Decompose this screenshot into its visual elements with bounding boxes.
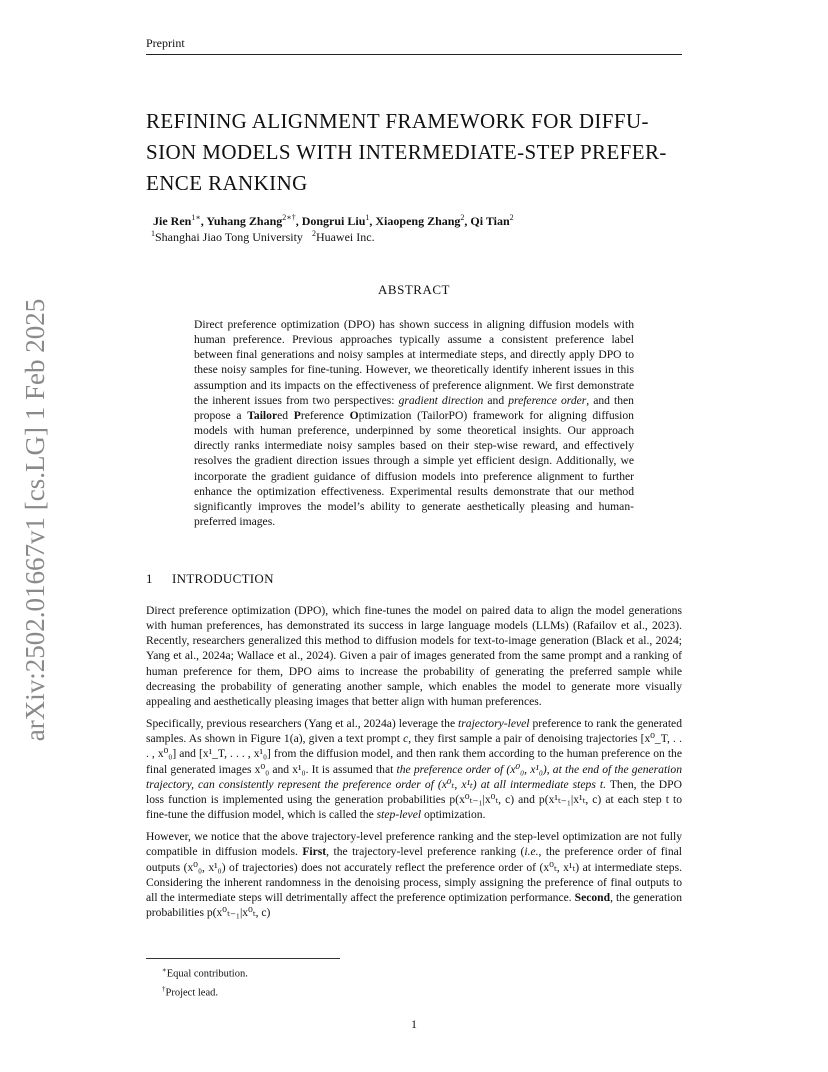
paragraph-emphasis: the preference order of (x⁰₀, x¹₀), at the end of the generation trajectory, can consistently represent the preference order of (x⁰ₜ, x¹ₜ) at all intermediate steps t.	[146, 762, 683, 791]
abstract-text: reference	[300, 408, 344, 422]
affiliations	[151, 226, 671, 245]
abstract-bold: O	[349, 408, 359, 422]
paragraph-text: , the trajectory-level preference ranking (	[326, 845, 525, 859]
title-line: SION MODELS WITH INTERMEDIATE-STEP PREFER-	[146, 140, 667, 164]
abstract-emphasis: gradient direction	[398, 393, 484, 407]
author-name: Yuhang Zhang	[206, 214, 283, 228]
title-line: ENCE RANKING	[146, 171, 308, 195]
footnotes	[146, 958, 682, 1000]
paragraph-bold: Second	[574, 890, 611, 904]
author-name: Xiaopeng Zhang	[375, 214, 461, 228]
section-heading	[146, 571, 682, 587]
abstract-bold: Tailor	[247, 408, 278, 422]
paragraph-text: , they first sample a pair of denoising trajectories [x⁰_T, . . . , x⁰₀] and [x¹_T, . . . , x¹₀] from the diffusion model, and then rank them according to the human preference on the final generated images x⁰₀ and x¹₀. It is assumed that	[146, 732, 682, 776]
paragraph	[146, 829, 682, 920]
affiliation-mark: 2	[311, 229, 316, 238]
section-title: INTRODUCTION	[172, 571, 274, 586]
footnote-rule	[146, 958, 340, 959]
paragraph-text: , the preference order of final outputs (x⁰₀, x¹₀) of trajectories) does not accurately reflect the preference order of (x⁰ₜ, x¹ₜ) at intermediate steps. Considering the inherent randomness in the denoising process, simply assigning the preference of final outputs to all the intermediate steps will detrimentally affect the preference optimization performance.	[146, 845, 683, 904]
abstract-text: , and then propose a	[194, 393, 634, 422]
affiliation-name: Shanghai Jiao Tong University	[155, 230, 303, 244]
paragraph-text: However, we notice that the above trajectory-level preference ranking and the step-level optimization are not fully compatible in diffusion models.	[146, 830, 682, 859]
paragraph	[146, 716, 682, 822]
abstract-bold: P	[293, 408, 301, 422]
affiliation-name: Huawei Inc.	[315, 230, 375, 244]
author-mark: 2	[460, 213, 465, 222]
author-name: Jie Ren	[153, 214, 192, 228]
footnote-text: Project lead.	[165, 987, 218, 998]
paragraph: Direct preference optimization (DPO), which fine-tunes the model on paired data to align the model generations with human preferences, has demonstrated its success in large language models (LLMs) (Rafailov et al., 2023). Recently, researchers generalized this method to diffusion models for text-to-image generation (Black et al., 2024; Yang et al., 2024a; Wallace et al., 2024). Given a pair of images generated from the same prompt and a ranking of human preference for them, DPO aims to increase the probability of generating the preferred sample while decreasing the probability of generating another sample, which enables the model to generate more visually appealing and aesthetically pleasing images that better align with human preferences.	[146, 604, 682, 708]
title-line: REFINING ALIGNMENT FRAMEWORK FOR DIFFU-	[146, 109, 649, 133]
author-mark: 1	[365, 213, 370, 222]
section-number: 1	[146, 571, 153, 586]
abstract-heading: ABSTRACT	[378, 282, 450, 297]
math-variable: c	[403, 732, 409, 746]
abstract-text: ptimization (TailorPO) framework for aligning diffusion models with human preference, underpinned by some theoretical insights. Our approach directly ranks intermediate noisy samples based on their step-wise reward, and effectively resolves the gradient direction issues through a simple yet efficient design. Additionally, we incorporate the gradient guidance of diffusion models into preference alignment to further enhance the optimization effectiveness. Experimental results demonstrate that our method significantly improves the model’s ability to generate aesthetically pleasing and human-preferred images.	[194, 408, 634, 529]
footnote	[146, 963, 682, 982]
author-name: Dongrui Liu	[301, 214, 366, 228]
page-number: 1	[411, 1017, 417, 1031]
affiliation-mark: 1	[151, 229, 155, 238]
paragraph-text: , the generation probabilities p(x⁰ₜ₋₁|x⁰ₜ, c)	[146, 890, 682, 919]
paragraph-text: optimization.	[423, 808, 486, 822]
paragraph-emphasis: i.e.	[524, 845, 539, 859]
author-mark: 2∗†	[282, 213, 296, 222]
author-mark: 2	[509, 213, 514, 222]
author-list: Jie Ren$^{1∗}$, Yuhang Zhang$^{2∗\dagger}$, Dongrui Liu$^1$, Xiaopeng Zhang$^2$, Qi Tian$^2$	[153, 213, 514, 228]
footnote-text: Equal contribution.	[166, 968, 248, 980]
abstract-emphasis: preference order	[508, 393, 587, 407]
paragraph-text: preference to rank the generated samples. As shown in Figure 1(a), given a text prompt	[146, 717, 682, 746]
abstract-text: Direct preference optimization (DPO) has shown success in aligning diffusion models with human preference. Previous approaches typically assume a consistent preference label between final generations and noisy samples at intermediate steps, and directly apply DPO to these noisy samples for fine-tuning. However, we theoretically identify inherent issues in this assumption and its impacts on the effectiveness of preference alignment. We first demonstrate the inherent issues from two perspectives:	[194, 318, 634, 407]
footnote-mark: ∗	[162, 966, 167, 974]
paragraph-emphasis: trajectory-level	[458, 717, 530, 731]
running-head: Preprint	[146, 36, 682, 55]
author-mark: 1∗	[191, 213, 201, 222]
author-name: Qi Tian	[470, 214, 510, 228]
arxiv-identifier-stamp: arXiv:2502.01667v1 [cs.LG] 1 Feb 2025	[20, 298, 50, 742]
abstract-text: ed	[277, 408, 289, 422]
paragraph-emphasis: step-level	[376, 808, 422, 822]
abstract-text: and	[487, 393, 505, 407]
abstract-body	[194, 317, 634, 529]
footnote	[146, 982, 682, 1001]
paragraph-text: Then, the DPO loss function is implemented using the generation probabilities p(x⁰ₜ₋₁|x⁰ₜ, c) and p(x¹ₜ₋₁|x¹ₜ, c) at each step t to fine-tune the diffusion model, which is called the	[146, 777, 682, 822]
footnote-mark: †	[162, 984, 166, 993]
paragraph-bold: First	[302, 845, 327, 859]
paper-title	[146, 106, 686, 199]
introduction-body	[146, 603, 682, 927]
paragraph-text: Specifically, previous researchers (Yang et al., 2024a) leverage the	[146, 717, 456, 731]
